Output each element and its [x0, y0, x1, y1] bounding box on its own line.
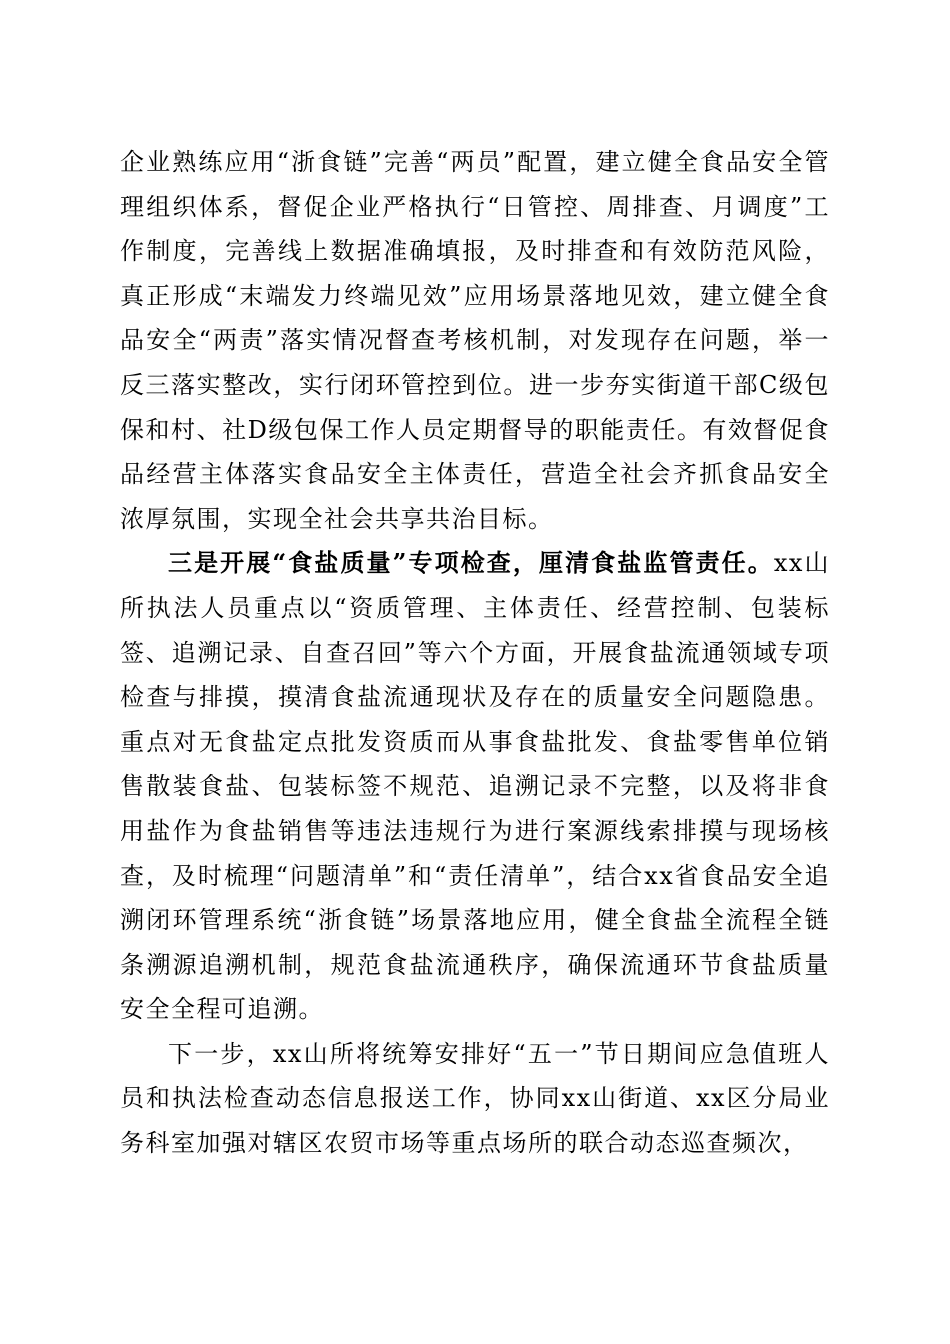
paragraph-lead-heading: 三是开展“食盐质量”专项检查，厘清食盐监管责任。 [168, 548, 774, 578]
paragraph-text: xx山所执法人员重点以“资质管理、主体责任、经营控制、包装标签、追溯记录、自查召回”等六个方面，开展食盐流通领域专项检查与排摸，摸清食盐流通现状及存在的质量安全问题隐患。重点对无食盐定点批发资质而从事食盐批发、食盐零售单位销售散装食盐、包装标签不规范、追溯记录不完整，以及将非食用盐作为食盐销售等违法违规行为进行案源线索排摸与现场核查，及时梳理“问题清单”和“责任清单”，结合xx省食品安全追溯闭环管理系统“浙食链”场景落地应用，健全食盐全流程全链条溯源追溯机制，规范食盐流通秩序，确保流通环节食盐质量安全全程可追溯。 [120, 549, 830, 1024]
body-text [120, 140, 830, 1166]
paragraph-salt-inspection [120, 541, 830, 1032]
paragraph-next-steps [120, 1032, 830, 1166]
paragraph-continuation [120, 140, 830, 541]
paragraph-text: 下一步，xx山所将统筹安排好“五一”节日期间应急值班人员和执法检查动态信息报送工作，协同xx山街道、xx区分局业务科室加强对辖区农贸市场等重点场所的联合动态巡查频次， [120, 1039, 830, 1158]
paragraph-text: 企业熟练应用“浙食链”完善“两员”配置，建立健全食品安全管理组织体系，督促企业严格执行“日管控、周排查、月调度”工作制度，完善线上数据准确填报，及时排查和有效防范风险，真正形成“末端发力终端见效”应用场景落地见效，建立健全食品安全“两责”落实情况督查考核机制，对发现存在问题，举一反三落实整改，实行闭环管控到位。进一步夯实街道干部C级包保和村、社D级包保工作人员定期督导的职能责任。有效督促食品经营主体落实食品安全主体责任，营造全社会齐抓食品安全浓厚氛围，实现全社会共享共治目标。 [120, 148, 830, 533]
